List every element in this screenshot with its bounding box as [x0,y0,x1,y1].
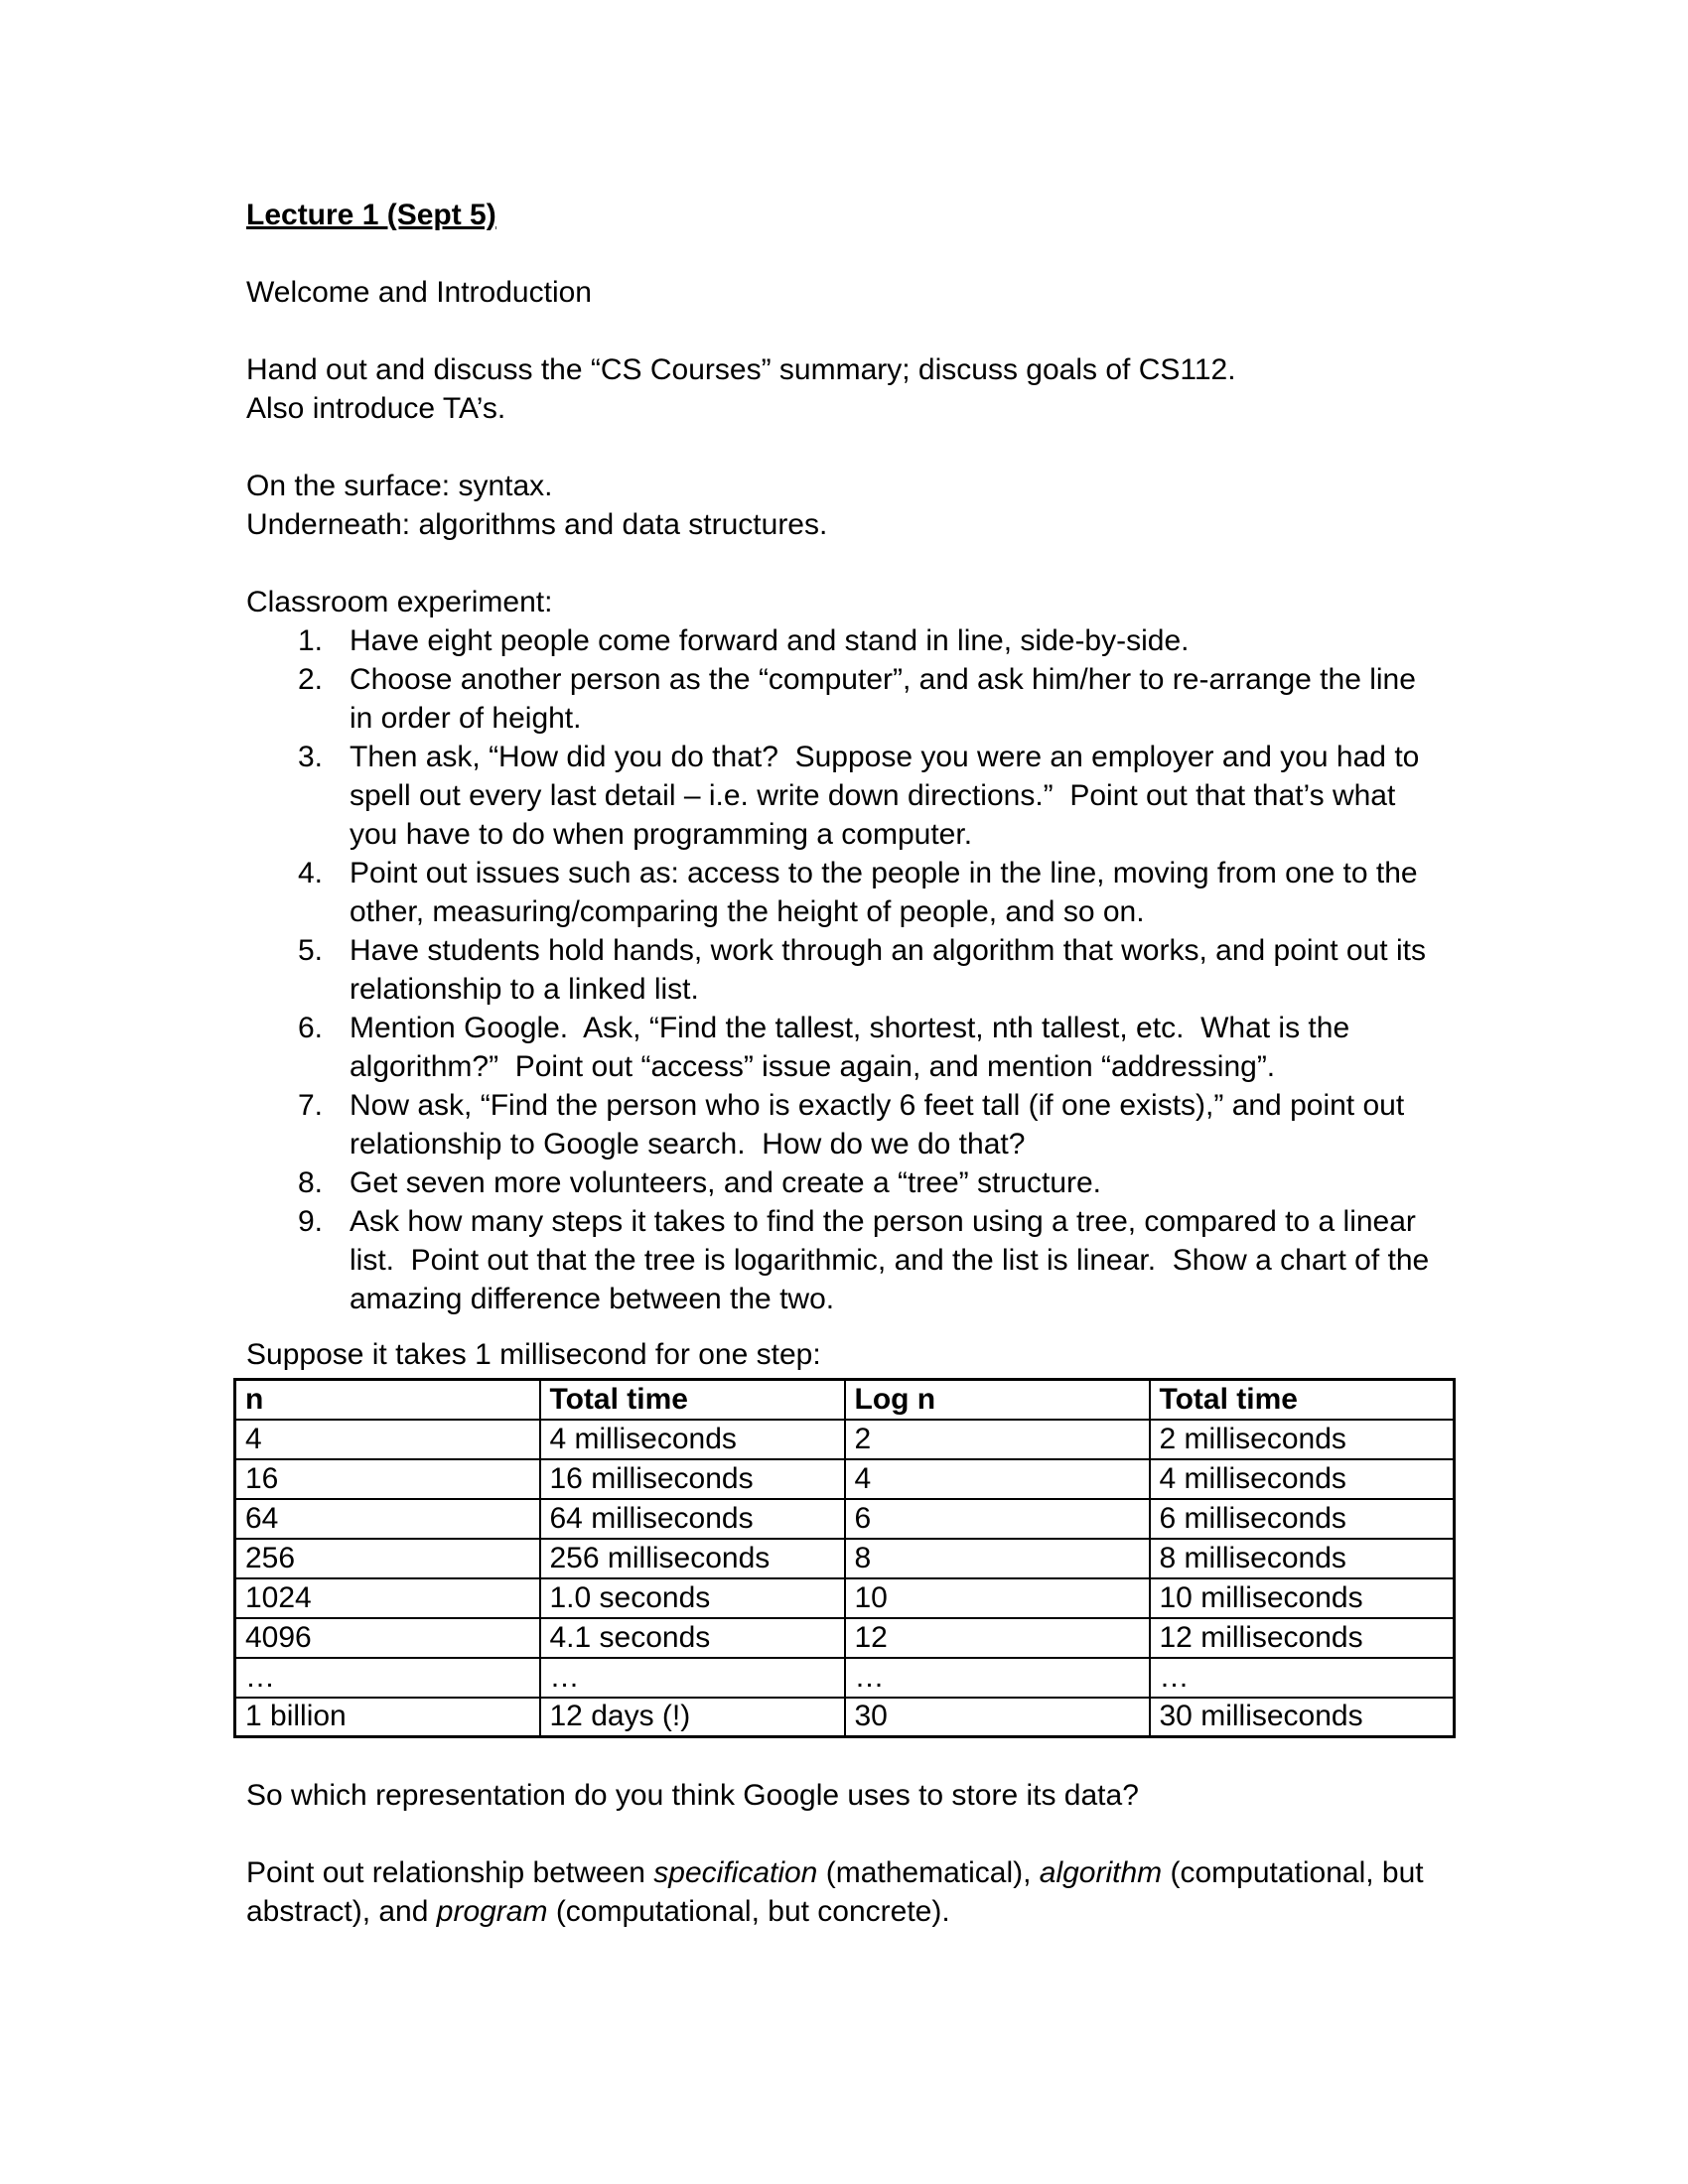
list-item [246,1163,1442,1202]
surface-line-2: Underneath: algorithms and data structures. [246,508,828,541]
table-row [235,1539,1455,1578]
cell-total-time-linear: 16 milliseconds [540,1459,845,1499]
cell-log-n: 10 [845,1578,1150,1618]
step-number: 5. [298,934,324,967]
column-header-total-time-log: Total time [1150,1380,1455,1420]
cell-log-n: … [845,1658,1150,1698]
relationship-text-pre: Point out relationship between [246,1856,654,1889]
table-row [235,1459,1455,1499]
table-row [235,1420,1455,1459]
column-header-n: n [235,1380,540,1420]
cell-n: 1 billion [235,1698,540,1737]
welcome-paragraph [246,273,1442,312]
term-specification: specification [653,1856,818,1889]
cell-n: 256 [235,1539,540,1578]
column-header-log-n: Log n [845,1380,1150,1420]
step-number: 1. [298,624,324,657]
table-row-ellipsis [235,1658,1455,1698]
table-header [235,1380,1455,1420]
list-item [246,1009,1442,1086]
table-body [235,1420,1455,1737]
step-time-table [233,1378,1456,1738]
cell-total-time-linear: 4.1 seconds [540,1618,845,1658]
handout-paragraph [246,350,1442,428]
cell-total-time-linear: 1.0 seconds [540,1578,845,1618]
step-number: 3. [298,741,324,773]
experiment-steps-list [246,621,1442,1318]
step-text: Get seven more volunteers, and create a “tree” structure. [350,1166,1102,1199]
cell-total-time-log: 30 milliseconds [1150,1698,1455,1737]
table-intro-line: Suppose it takes 1 millisecond for one step: [246,1338,821,1371]
lecture-title-text: Lecture 1 (Sept 5) [246,199,496,231]
step-text: Ask how many steps it takes to find the person using a tree, compared to a linear list. Point out that the tree is logarithmic, and the list is linear. Show a chart of the amazing difference between the two. [350,1205,1438,1315]
cell-n: 4 [235,1420,540,1459]
list-item [246,854,1442,931]
table-row [235,1578,1455,1618]
surface-line-1: On the surface: syntax. [246,470,553,502]
step-number: 6. [298,1012,324,1044]
step-number: 8. [298,1166,324,1199]
list-item [246,1202,1442,1318]
google-question-line: So which representation do you think Google uses to store its data? [246,1779,1139,1812]
surface-paragraph [246,467,1442,544]
step-text: Have eight people come forward and stand in line, side-by-side. [350,624,1190,657]
list-item [246,660,1442,738]
cell-total-time-linear: 4 milliseconds [540,1420,845,1459]
cell-n: … [235,1658,540,1698]
table-row [235,1499,1455,1539]
step-text: Point out issues such as: access to the people in the line, moving from one to the other, measuring/comparing the height of people, and so on. [350,857,1426,928]
cell-total-time-linear: 12 days (!) [540,1698,845,1737]
term-program: program [436,1895,548,1928]
cell-n: 1024 [235,1578,540,1618]
relationship-text-post: (computational, but concrete). [547,1895,950,1928]
cell-total-time-log: … [1150,1658,1455,1698]
list-item [246,621,1442,660]
handout-line-1: Hand out and discuss the “CS Courses” summary; discuss goals of CS112. [246,353,1236,386]
relationship-paragraph [246,1853,1442,1931]
step-text: Now ask, “Find the person who is exactly 6 feet tall (if one exists),” and point out relationship to Google search. How do we do that? [350,1089,1413,1160]
step-text: Choose another person as the “computer”, and ask him/her to re-arrange the line in order of height. [350,663,1425,735]
step-text: Then ask, “How did you do that? Suppose you were an employer and you had to spell out every last detail – i.e. write down directions.” Point out that that’s what you have to do when programming a computer. [350,741,1428,851]
handout-line-2: Also introduce TA’s. [246,392,506,425]
experiment-heading: Classroom experiment: [246,586,553,618]
relationship-text-mid2: (computational, but abstract), and [246,1856,1432,1928]
cell-n: 64 [235,1499,540,1539]
cell-log-n: 12 [845,1618,1150,1658]
cell-log-n: 30 [845,1698,1150,1737]
list-item [246,738,1442,854]
column-header-total-time-linear: Total time [540,1380,845,1420]
cell-total-time-linear: … [540,1658,845,1698]
cell-total-time-log: 2 milliseconds [1150,1420,1455,1459]
cell-total-time-log: 4 milliseconds [1150,1459,1455,1499]
step-number: 7. [298,1089,324,1122]
cell-total-time-linear: 64 milliseconds [540,1499,845,1539]
table-header-row [235,1380,1455,1420]
table-row [235,1618,1455,1658]
cell-total-time-log: 10 milliseconds [1150,1578,1455,1618]
term-algorithm: algorithm [1039,1856,1163,1889]
lecture-title [246,196,1442,234]
cell-log-n: 4 [845,1459,1150,1499]
relationship-text-mid1: (mathematical), [817,1856,1040,1889]
cell-n: 16 [235,1459,540,1499]
google-question-paragraph [246,1776,1442,1815]
step-text: Have students hold hands, work through an algorithm that works, and point out its relationship to a linked list. [350,934,1435,1006]
cell-total-time-log: 6 milliseconds [1150,1499,1455,1539]
cell-total-time-log: 8 milliseconds [1150,1539,1455,1578]
cell-log-n: 8 [845,1539,1150,1578]
step-number: 9. [298,1205,324,1238]
list-item [246,931,1442,1009]
step-number: 4. [298,857,324,889]
cell-total-time-log: 12 milliseconds [1150,1618,1455,1658]
cell-log-n: 6 [845,1499,1150,1539]
welcome-line: Welcome and Introduction [246,276,592,309]
table-row [235,1698,1455,1737]
cell-total-time-linear: 256 milliseconds [540,1539,845,1578]
experiment-section [246,583,1442,1318]
step-text: Mention Google. Ask, “Find the tallest, shortest, nth tallest, etc. What is the algorithm?” Point out “access” issue again, and mention “addressing”. [350,1012,1358,1083]
cell-log-n: 2 [845,1420,1150,1459]
cell-n: 4096 [235,1618,540,1658]
step-number: 2. [298,663,324,696]
page-content [246,196,1442,1931]
list-item [246,1086,1442,1163]
